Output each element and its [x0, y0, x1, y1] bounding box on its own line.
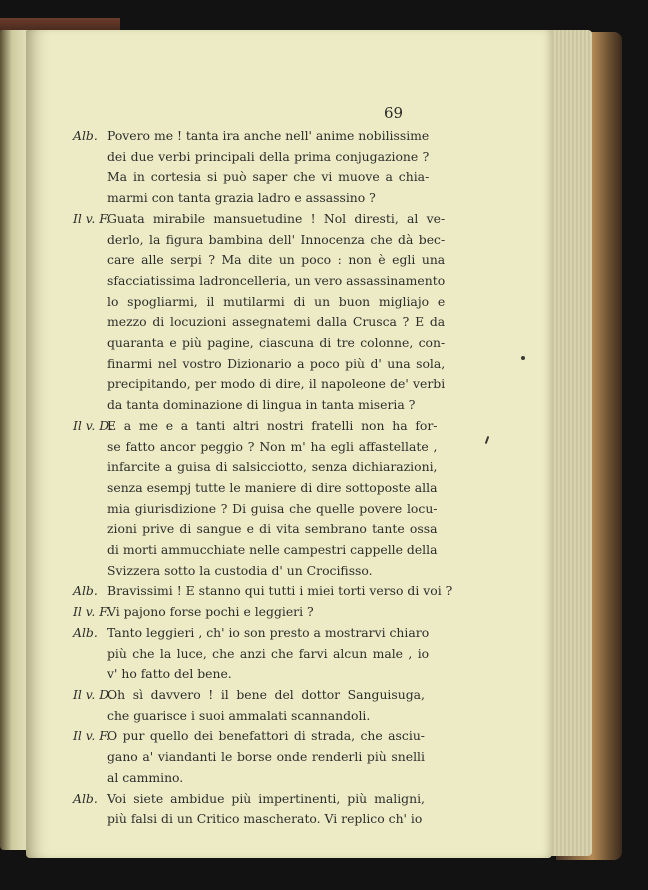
text-line: che guarisce i suoi ammalati scannandoli.: [107, 707, 371, 723]
speech-text: [107, 789, 425, 830]
text-line: se fatto ancor peggio ? Non m' ha egli affastellate ,: [107, 438, 438, 454]
text-line: più che la luce, che anzi che farvi alcun male , io: [107, 645, 430, 661]
speech-text: [107, 126, 429, 209]
speech-text: [107, 416, 437, 582]
ink-speck: [521, 356, 525, 360]
speech-text: [107, 726, 425, 788]
text-line: Vi pajono forse pochi e leggieri ?: [107, 604, 314, 620]
dialogue-paragraph: [73, 726, 425, 788]
text-line: Ma in cortesia si può saper che vi muove a chia-: [107, 169, 430, 185]
text-line: Tanto leggieri , ch' io son presto a mostrarvi chiaro: [107, 624, 430, 640]
text-line: Oh sì davvero ! il bene del dottor Sanguisuga,: [107, 686, 425, 702]
speaker-label: Alb.: [73, 128, 98, 143]
speaker-label: Il v. D.: [73, 686, 113, 702]
speaker-label: Il v. F.: [73, 604, 110, 620]
speech-text: [107, 602, 425, 623]
text-line: Guata mirabile mansuetudine ! Nol diresti, al ve-: [107, 210, 446, 226]
speaker-label: Il v. D.: [73, 417, 113, 433]
text-line: derlo, la figura bambina dell' Innocenza che dà bec-: [107, 231, 446, 247]
text-line: v' ho fatto del bene.: [107, 666, 232, 682]
speech-text: [107, 209, 445, 416]
text-line: zioni prive di sangue e di vita sembrano tante ossa: [107, 521, 438, 537]
text-line: infarcite a guisa di salsicciotto, senza dichiarazioni,: [107, 459, 438, 475]
text-line: Voi siete ambidue più impertinenti, più maligni,: [107, 790, 425, 806]
text-line: sfacciatissima ladroncelleria, un vero assassinamento: [107, 272, 446, 288]
text-line: di morti ammucchiate nelle campestri cappelle della: [107, 542, 438, 558]
text-line: Svizzera sotto la custodia d' un Crocifisso.: [107, 562, 373, 578]
dialogue-paragraph: [73, 602, 425, 623]
text-line: gano a' viandanti le borse onde renderli più snelli: [107, 749, 425, 765]
dialogue-paragraph: [73, 209, 446, 416]
speaker-label: Il v. F.: [73, 728, 110, 744]
text-line: Povero me ! tanta ira anche nell' anime nobilissime: [107, 128, 430, 143]
text-line: Bravissimi ! E stanno qui tutti i miei torti verso di voi ?: [107, 583, 453, 599]
text-line: dei due verbi principali della prima conjugazione ?: [107, 148, 430, 164]
dialogue-text: [73, 126, 453, 830]
text-line: marmi con tanta grazia ladro e assassino ?: [107, 190, 376, 206]
text-line: precipitando, per modo di dire, il napoleone de' verbi: [107, 376, 446, 392]
text-line: da tanta dominazione di lingua in tanta miseria ?: [107, 397, 416, 413]
text-line: care alle serpi ? Ma dite un poco : non è egli una: [107, 252, 446, 268]
dialogue-paragraph: [73, 685, 425, 726]
speech-text: [107, 685, 425, 726]
text-line: quaranta e più pagine, ciascuna di tre colonne, con-: [107, 335, 446, 351]
page-leaves-edge: [546, 30, 592, 856]
text-line: mezzo di locuzioni assegnatemi dalla Crusca ? E da: [107, 314, 446, 330]
dialogue-paragraph: [73, 623, 430, 685]
dialogue-paragraph: [73, 789, 425, 830]
text-line: finarmi nel vostro Dizionario a poco più d' una sola,: [107, 355, 446, 371]
speaker-label: Alb.: [73, 790, 98, 806]
text-line: più falsi di un Critico mascherato. Vi replico ch' io: [107, 811, 423, 827]
speech-text: [107, 623, 429, 685]
speaker-label: Il v. F.: [73, 210, 110, 226]
dialogue-paragraph: [73, 581, 453, 602]
text-line: senza esempj tutte le maniere di dire sottoposte alla: [107, 479, 438, 495]
speech-text: [107, 581, 452, 602]
text-line: al cammino.: [107, 769, 184, 785]
dialogue-paragraph: [73, 416, 438, 582]
text-line: E a me e a tanti altri nostri fratelli non ha for-: [107, 417, 438, 433]
text-line: mia giurisdizione ? Di guisa che quelle povere locu-: [107, 500, 438, 516]
speaker-label: Alb.: [73, 583, 98, 599]
page-number: 69: [384, 104, 404, 122]
text-line: lo spogliarmi, il mutilarmi di un buon migliajo e: [107, 293, 446, 309]
dialogue-paragraph: [73, 126, 430, 209]
speaker-label: Alb.: [73, 624, 98, 640]
text-line: O pur quello dei benefattori di strada, che asciu-: [107, 728, 425, 744]
